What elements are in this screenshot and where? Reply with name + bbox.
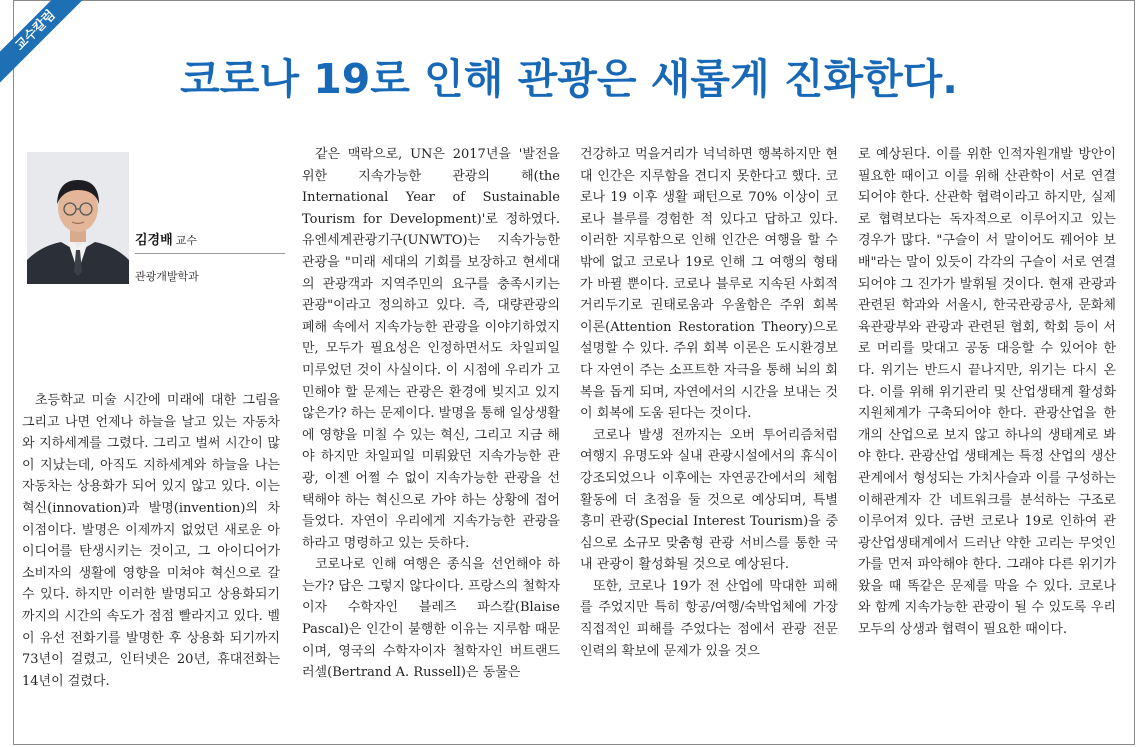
article-column-2	[302, 144, 560, 684]
paragraph: 코로나로 인해 여행은 종식을 선언해야 하는가? 답은 그렇지 않다이다. 프랑스의 철학자이자 수학자인 블레즈 파스칼(Blaise Pascal)은 인간이 불행한 이유는 지루함 때문이며, 영국의 수학자이자 철학자인 버트랜드 러셀(Bertrand A. Russell)은 동물은	[302, 557, 560, 681]
paragraph: 건강하고 먹을거리가 넉넉하면 행복하지만 현대 인간은 지루함을 견디지 못한다고 했다. 코로나 19 이후 생활 패턴으로 70% 이상이 코로나 블루를 경험한 적 있다고 답하고 있다. 이러한 지루함으로 인해 인간은 여행을 할 수밖에 없고 코로나 19로 인해 그 여행의 형태가 바뀔 뿐이다. 코로나 블루로 지속된 사회적 거리두기로 권태로움과 우울함은 주위 회복 이론(Attention Restoration Theory)으로 설명할 수 있다. 주위 회복 이론은 도시환경보다 자연이 주는 소프트한 자극을 통해 뇌의 회복을 돕게 되며, 자연에서의 시간을 보내는 것이 회복에 도움 된다는 것이다.	[580, 147, 838, 422]
author-name-line	[135, 232, 285, 254]
paragraph: 로 예상된다. 이를 위한 인적자원개발 방안이 필요한 때이고 이를 위해 산관학이 서로 연결되어야 한다. 산관학 협력이라고 하지만, 실제로 협력보다는 독자적으로 이루어지고 있는 경우가 많다. "구슬이 서 말이어도 꿰어야 보배"라는 말이 있듯이 각각의 구슬이 서로 연결되어야 그 진가가 발휘될 것이다. 현재 관광과 관련된 학과와 서울시, 한국관광공사, 문화체육관광부와 관광과 관련된 협회, 학회 등이 서로 머리를 맞대고 공동 대응할 수 있어야 한다. 위기는 반드시 끝나지만, 위기는 다시 온다. 이를 위해 위기관리 및 산업생태계 활성화 지원체계가 구축되어야 한다. 관광산업을 한 개의 산업으로 보지 않고 하나의 생태계로 봐야 한다. 관광산업 생태계는 특정 산업의 생산 관계에서 형성되는 가치사슬과 이를 구성하는 이해관계자 간 네트워크를 분석하는 구조로 이루어져 있다. 금번 코로나 19로 인하여 관광산업생태계에서 드러난 약한 고리는 무엇인가를 먼저 파악해야 한다. 그래야 다른 위기가 왔을 때 똑같은 문제를 막을 수 있다. 코로나와 함께 지속가능한 관광이 될 수 있도록 우리 모두의 상생과 협력이 필요한 때이다.	[858, 147, 1116, 638]
article-column-4	[858, 144, 1116, 641]
headline: 코로나 19로 인해 관광은 새롭게 진화한다.	[180, 55, 958, 103]
author-photo	[27, 152, 129, 284]
author-box	[27, 152, 285, 284]
author-title: 교수	[175, 234, 197, 247]
paragraph: 또한, 코로나 19가 전 산업에 막대한 피해를 주었지만 특히 항공/여행/숙박업체에 가장 직접적인 피해를 주었다는 점에서 관광 전문 인력의 확보에 문제가 있을 것으	[580, 578, 838, 659]
paragraph: 같은 맥락으로, UN은 2017년을 '발전을 위한 지속가능한 관광의 해(the International Year of Sustainable Tourism for Development)'로 정하였다. 유엔세계관광기구(UNWTO)는 지속가능한 관광을 "미래 세대의 기회를 보장하고 현세대의 관광객과 지역주민의 요구를 충족시키는 관광"이라고 정의하고 있다. 즉, 대량관광의 폐해 속에서 지속가능한 관광을 이야기하였지만, 모두가 필요성은 인정하면서도 차일피일 미루었던 것이 사실이다. 이 시점에 우리가 고민해야 할 문제는 관광은 환경에 빚지고 있지 않은가? 하는 문제이다. 발명을 통해 일상생활에 영향을 미칠 수 있는 혁신, 그리고 지금 해야 하지만 차일피일 미뤄왔던 지속가능한 관광, 이젠 어쩔 수 없이 지속가능한 관광을 선택해야 하는 혁신으로 가야 하는 상황에 접어들었다. 자연이 우리에게 지속가능한 관광을 하라고 명령하고 있는 듯하다.	[302, 147, 560, 551]
author-name: 김경배	[135, 233, 173, 248]
paragraph: 초등학교 미술 시간에 미래에 대한 그림을 그리고 나면 언제나 하늘을 날고 있는 자동차와 지하세계를 그렸다. 그리고 벌써 시간이 많이 지났는데, 아직도 지하세계와 하늘을 나는 자동차는 상용화가 되어 있지 않고 있다. 이는 혁신(innovation)과 발명(invention)의 차이점이다. 발명은 이제까지 없었던 새로운 아이디어를 탄생시키는 것이고, 그 아이디어가 소비자의 생활에 영향을 미쳐야 혁신으로 갈 수 있다. 하지만 이러한 발명되고 상용화되기까지의 시간의 속도가 점점 빨라지고 있다. 벨이 유선 전화기를 발명한 후 상용화 되기까지 73년이 걸렸고, 인터넷은 20년, 휴대전화는 14년이 걸렸다.	[22, 393, 280, 689]
article-column-3	[580, 144, 838, 662]
paragraph: 코로나 발생 전까지는 오버 투어리즘처럼 여행지 유명도와 실내 관광시설에서의 휴식이 강조되었으나 이후에는 자연공간에서의 체험 활동에 더 초점을 둘 것으로 예상되며, 특별 흥미 관광(Special Interest Tourism)을 중심으로 소규모 맞춤형 관광 서비스를 통한 국내 관광이 활성화될 것으로 예상된다.	[580, 427, 838, 573]
article-column-1	[22, 390, 280, 692]
author-department: 관광개발학과	[135, 270, 199, 283]
section-ribbon-label: 교수칼럼	[12, 7, 59, 54]
